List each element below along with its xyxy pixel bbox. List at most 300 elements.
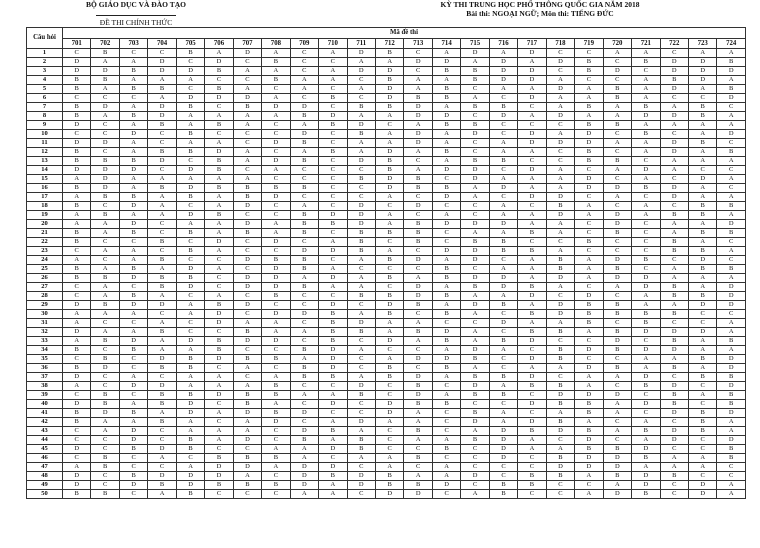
answer-cell: C bbox=[489, 193, 517, 202]
answer-cell: C bbox=[603, 58, 631, 67]
answer-cell: D bbox=[262, 283, 290, 292]
answer-cell: C bbox=[404, 445, 432, 454]
table-row bbox=[27, 391, 746, 400]
question-number: 9 bbox=[27, 121, 63, 130]
table-row bbox=[27, 373, 746, 382]
answer-cell: B bbox=[518, 229, 546, 238]
answer-cell: D bbox=[176, 337, 204, 346]
answer-cell: D bbox=[119, 427, 147, 436]
answer-cell: D bbox=[575, 454, 603, 463]
answer-cell: D bbox=[119, 301, 147, 310]
answer-cell: D bbox=[205, 319, 233, 328]
answer-cell: D bbox=[119, 382, 147, 391]
question-number: 27 bbox=[27, 283, 63, 292]
answer-cell: A bbox=[632, 364, 660, 373]
answer-cell: C bbox=[148, 220, 176, 229]
answer-cell: B bbox=[319, 472, 347, 481]
answer-cell: D bbox=[375, 85, 403, 94]
table-row bbox=[27, 229, 746, 238]
answer-cell: B bbox=[290, 364, 318, 373]
answer-cell: A bbox=[546, 184, 574, 193]
answer-cell: D bbox=[205, 310, 233, 319]
answer-cell: B bbox=[91, 391, 119, 400]
answer-cell: B bbox=[319, 337, 347, 346]
answer-cell: D bbox=[404, 139, 432, 148]
answer-cell: C bbox=[603, 292, 631, 301]
answer-cell: A bbox=[375, 220, 403, 229]
answer-cell: C bbox=[148, 229, 176, 238]
answer-cell: A bbox=[432, 436, 460, 445]
exam-code-711: 711 bbox=[347, 39, 375, 49]
answer-cell: D bbox=[489, 454, 517, 463]
answer-cell: B bbox=[347, 328, 375, 337]
answer-cell: C bbox=[347, 337, 375, 346]
answer-cell: D bbox=[404, 130, 432, 139]
answer-cell: A bbox=[119, 400, 147, 409]
answer-cell: C bbox=[660, 418, 688, 427]
answer-cell: D bbox=[546, 112, 574, 121]
answer-cell: A bbox=[632, 463, 660, 472]
answer-cell: B bbox=[688, 355, 716, 364]
answer-cell: B bbox=[205, 85, 233, 94]
answer-cell: A bbox=[688, 49, 716, 58]
answer-cell: A bbox=[660, 463, 688, 472]
table-row bbox=[27, 400, 746, 409]
answer-cell: C bbox=[119, 94, 147, 103]
answer-cell: A bbox=[660, 157, 688, 166]
answer-cell: A bbox=[205, 382, 233, 391]
answer-cell: B bbox=[546, 454, 574, 463]
answer-cell: C bbox=[63, 292, 91, 301]
answer-cell: D bbox=[603, 274, 631, 283]
answer-cell: A bbox=[262, 94, 290, 103]
answer-cell: D bbox=[148, 301, 176, 310]
answer-cell: D bbox=[660, 85, 688, 94]
answer-cell: A bbox=[717, 274, 746, 283]
answer-cell: D bbox=[176, 184, 204, 193]
answer-cell: A bbox=[375, 328, 403, 337]
answer-cell: D bbox=[290, 247, 318, 256]
answer-cell: C bbox=[375, 391, 403, 400]
answer-cell: D bbox=[319, 463, 347, 472]
answer-cell: C bbox=[432, 418, 460, 427]
answer-cell: B bbox=[404, 175, 432, 184]
answer-cell: C bbox=[660, 202, 688, 211]
answer-cell: C bbox=[632, 265, 660, 274]
answer-cell: B bbox=[205, 337, 233, 346]
answer-cell: B bbox=[603, 157, 631, 166]
answer-cell: B bbox=[148, 283, 176, 292]
answer-cell: C bbox=[233, 139, 261, 148]
answer-cell: D bbox=[660, 436, 688, 445]
answer-cell: C bbox=[290, 319, 318, 328]
exam-code-709: 709 bbox=[290, 39, 318, 49]
answer-cell: B bbox=[546, 328, 574, 337]
answer-cell: D bbox=[91, 184, 119, 193]
answer-cell: A bbox=[148, 175, 176, 184]
answer-cell: C bbox=[603, 247, 631, 256]
answer-cell: D bbox=[148, 445, 176, 454]
answer-cell: D bbox=[176, 400, 204, 409]
table-row bbox=[27, 472, 746, 481]
answer-cell: A bbox=[575, 85, 603, 94]
answer-cell: A bbox=[632, 49, 660, 58]
answer-cell: A bbox=[575, 472, 603, 481]
answer-cell: B bbox=[375, 472, 403, 481]
answer-cell: A bbox=[404, 418, 432, 427]
answer-cell: C bbox=[404, 463, 432, 472]
answer-cell: C bbox=[575, 283, 603, 292]
question-number: 44 bbox=[27, 436, 63, 445]
answer-cell: A bbox=[489, 139, 517, 148]
answer-cell: C bbox=[404, 193, 432, 202]
answer-cell: D bbox=[603, 220, 631, 229]
answer-cell: B bbox=[489, 481, 517, 490]
answer-cell: A bbox=[63, 310, 91, 319]
answer-cell: D bbox=[319, 247, 347, 256]
answer-cell: B bbox=[119, 67, 147, 76]
answer-cell: B bbox=[717, 58, 746, 67]
answer-cell: B bbox=[660, 283, 688, 292]
answer-cell: A bbox=[603, 103, 631, 112]
answer-cell: C bbox=[489, 364, 517, 373]
answer-cell: C bbox=[290, 400, 318, 409]
answer-cell: B bbox=[347, 238, 375, 247]
exam-code-714: 714 bbox=[432, 39, 460, 49]
answer-cell: D bbox=[603, 184, 631, 193]
answer-cell: D bbox=[404, 283, 432, 292]
exam-code-713: 713 bbox=[404, 39, 432, 49]
answer-cell: B bbox=[290, 220, 318, 229]
answer-cell: D bbox=[404, 256, 432, 265]
answer-cell: A bbox=[632, 139, 660, 148]
answer-cell: A bbox=[546, 94, 574, 103]
table-row bbox=[27, 409, 746, 418]
table-row bbox=[27, 130, 746, 139]
answer-cell: C bbox=[632, 391, 660, 400]
answer-cell: C bbox=[546, 157, 574, 166]
answer-cell: A bbox=[176, 382, 204, 391]
answer-cell: A bbox=[233, 85, 261, 94]
answer-cell: C bbox=[489, 94, 517, 103]
answer-cell: C bbox=[603, 436, 631, 445]
answer-cell: B bbox=[262, 481, 290, 490]
table-row bbox=[27, 94, 746, 103]
answer-cell: B bbox=[176, 193, 204, 202]
answer-cell: B bbox=[688, 247, 716, 256]
answer-cell: B bbox=[63, 85, 91, 94]
question-number: 2 bbox=[27, 58, 63, 67]
answer-cell: C bbox=[461, 463, 489, 472]
answer-cell: C bbox=[546, 490, 574, 499]
answer-cell: A bbox=[518, 211, 546, 220]
answer-cell: C bbox=[347, 76, 375, 85]
answer-cell: D bbox=[63, 445, 91, 454]
answer-cell: A bbox=[176, 373, 204, 382]
answer-cell: D bbox=[63, 58, 91, 67]
answer-cell: D bbox=[717, 364, 746, 373]
answer-cell: B bbox=[375, 76, 403, 85]
answer-cell: D bbox=[404, 373, 432, 382]
answer-cell: B bbox=[148, 400, 176, 409]
answer-cell: C bbox=[262, 130, 290, 139]
question-number: 50 bbox=[27, 490, 63, 499]
answer-cell: B bbox=[432, 148, 460, 157]
answer-cell: A bbox=[518, 184, 546, 193]
answer-cell: A bbox=[63, 463, 91, 472]
answer-cell: A bbox=[404, 319, 432, 328]
answer-cell: A bbox=[262, 373, 290, 382]
answer-cell: D bbox=[404, 202, 432, 211]
answer-cell: A bbox=[461, 337, 489, 346]
answer-cell: D bbox=[461, 346, 489, 355]
answer-cell: D bbox=[290, 463, 318, 472]
answer-cell: B bbox=[375, 481, 403, 490]
answer-cell: B bbox=[262, 292, 290, 301]
answer-cell: A bbox=[688, 463, 716, 472]
answer-cell: C bbox=[461, 454, 489, 463]
answer-cell: B bbox=[233, 391, 261, 400]
answer-cell: C bbox=[660, 373, 688, 382]
answer-cell: D bbox=[518, 67, 546, 76]
answer-cell: D bbox=[63, 328, 91, 337]
answer-cell: B bbox=[660, 472, 688, 481]
answer-cell: C bbox=[148, 373, 176, 382]
answer-cell: C bbox=[575, 481, 603, 490]
answer-cell: B bbox=[176, 490, 204, 499]
exam-code-702: 702 bbox=[91, 39, 119, 49]
answer-cell: A bbox=[262, 67, 290, 76]
answer-cell: B bbox=[319, 373, 347, 382]
answer-cell: D bbox=[375, 490, 403, 499]
answer-cell: B bbox=[518, 247, 546, 256]
answer-cell: D bbox=[262, 139, 290, 148]
answer-cell: D bbox=[290, 130, 318, 139]
answer-cell: C bbox=[688, 382, 716, 391]
answer-cell: C bbox=[319, 157, 347, 166]
answer-cell: D bbox=[518, 76, 546, 85]
table-row bbox=[27, 301, 746, 310]
answer-cell: B bbox=[489, 490, 517, 499]
answer-cell: A bbox=[717, 193, 746, 202]
question-number: 35 bbox=[27, 355, 63, 364]
answer-cell: B bbox=[660, 292, 688, 301]
table-row bbox=[27, 454, 746, 463]
answer-cell: A bbox=[546, 220, 574, 229]
answer-cell: D bbox=[205, 463, 233, 472]
answer-cell: B bbox=[404, 301, 432, 310]
answer-cell: A bbox=[91, 292, 119, 301]
answer-cell: D bbox=[546, 139, 574, 148]
answer-cell: C bbox=[91, 256, 119, 265]
answer-cell: D bbox=[233, 220, 261, 229]
answer-cell: C bbox=[717, 463, 746, 472]
answer-cell: A bbox=[262, 166, 290, 175]
answer-cell: A bbox=[63, 319, 91, 328]
official-label: ĐỀ THI CHÍNH THỨC bbox=[99, 18, 173, 27]
answer-cell: A bbox=[91, 418, 119, 427]
answer-cell: C bbox=[262, 436, 290, 445]
answer-cell: D bbox=[546, 391, 574, 400]
answer-cell: B bbox=[347, 436, 375, 445]
answer-cell: A bbox=[489, 49, 517, 58]
answer-cell: D bbox=[148, 67, 176, 76]
answer-cell: B bbox=[290, 256, 318, 265]
answer-cell: A bbox=[233, 382, 261, 391]
answer-cell: A bbox=[688, 274, 716, 283]
exam-code-header: Mã đề thi bbox=[63, 28, 746, 39]
answer-cell: A bbox=[518, 364, 546, 373]
answer-cell: A bbox=[375, 58, 403, 67]
answer-cell: D bbox=[404, 391, 432, 400]
answer-cell: B bbox=[688, 211, 716, 220]
exam-code-715: 715 bbox=[461, 39, 489, 49]
answer-cell: D bbox=[347, 418, 375, 427]
answer-cell: B bbox=[63, 157, 91, 166]
answer-cell: A bbox=[717, 481, 746, 490]
question-number: 17 bbox=[27, 193, 63, 202]
answer-cell: B bbox=[432, 274, 460, 283]
answer-cell: B bbox=[632, 103, 660, 112]
answer-cell: B bbox=[91, 355, 119, 364]
answer-cell: A bbox=[91, 220, 119, 229]
question-number: 1 bbox=[27, 49, 63, 58]
question-number: 49 bbox=[27, 481, 63, 490]
answer-cell: D bbox=[660, 427, 688, 436]
answer-cell: D bbox=[660, 184, 688, 193]
answer-cell: A bbox=[176, 427, 204, 436]
exam-code-717: 717 bbox=[518, 39, 546, 49]
answer-cell: C bbox=[518, 238, 546, 247]
answer-cell: A bbox=[233, 427, 261, 436]
answer-cell: C bbox=[91, 121, 119, 130]
answer-cell: C bbox=[717, 472, 746, 481]
answer-cell: D bbox=[262, 310, 290, 319]
answer-cell: B bbox=[603, 364, 631, 373]
answer-cell: A bbox=[262, 463, 290, 472]
answer-cell: A bbox=[688, 391, 716, 400]
answer-cell: C bbox=[688, 445, 716, 454]
answer-cell: D bbox=[319, 112, 347, 121]
question-number: 40 bbox=[27, 400, 63, 409]
answer-cell: B bbox=[461, 238, 489, 247]
answer-cell: A bbox=[319, 418, 347, 427]
answer-cell: B bbox=[688, 292, 716, 301]
answer-cell: A bbox=[91, 427, 119, 436]
answer-cell: C bbox=[632, 247, 660, 256]
answer-cell: B bbox=[632, 130, 660, 139]
answer-cell: C bbox=[603, 202, 631, 211]
answer-cell: D bbox=[688, 301, 716, 310]
answer-cell: D bbox=[461, 49, 489, 58]
answer-cell: C bbox=[632, 229, 660, 238]
answer-cell: C bbox=[233, 490, 261, 499]
answer-cell: D bbox=[262, 193, 290, 202]
answer-cell: D bbox=[63, 301, 91, 310]
answer-cell: B bbox=[404, 400, 432, 409]
answer-cell: C bbox=[262, 427, 290, 436]
answer-cell: D bbox=[404, 112, 432, 121]
answer-cell: D bbox=[205, 355, 233, 364]
answer-cell: C bbox=[432, 175, 460, 184]
answer-cell: A bbox=[63, 193, 91, 202]
answer-cell: C bbox=[632, 220, 660, 229]
exam-subject: Bài thi: NGOẠI NGỮ; Môn thi: TIẾNG ĐỨC bbox=[466, 9, 614, 18]
answer-cell: C bbox=[575, 229, 603, 238]
answer-cell: A bbox=[717, 490, 746, 499]
answer-cell: B bbox=[290, 283, 318, 292]
answer-cell: D bbox=[347, 220, 375, 229]
answer-cell: C bbox=[461, 445, 489, 454]
answer-cell: D bbox=[546, 310, 574, 319]
answer-cell: A bbox=[603, 166, 631, 175]
table-row bbox=[27, 418, 746, 427]
answer-cell: C bbox=[262, 247, 290, 256]
answer-cell: C bbox=[91, 94, 119, 103]
answer-cell: C bbox=[688, 319, 716, 328]
answer-cell: A bbox=[660, 229, 688, 238]
answer-cell: A bbox=[717, 76, 746, 85]
answer-cell: D bbox=[575, 346, 603, 355]
answer-cell: A bbox=[432, 391, 460, 400]
answer-cell: B bbox=[575, 400, 603, 409]
answer-cell: C bbox=[290, 292, 318, 301]
answer-cell: C bbox=[489, 130, 517, 139]
answer-cell: B bbox=[119, 292, 147, 301]
answer-cell: A bbox=[688, 184, 716, 193]
answer-cell: A bbox=[489, 211, 517, 220]
answer-cell: B bbox=[205, 454, 233, 463]
answer-cell: B bbox=[319, 94, 347, 103]
answer-cell: B bbox=[148, 148, 176, 157]
answer-cell: B bbox=[176, 103, 204, 112]
answer-cell: B bbox=[660, 247, 688, 256]
answer-cell: A bbox=[575, 256, 603, 265]
answer-cell: A bbox=[546, 364, 574, 373]
answer-cell: B bbox=[603, 346, 631, 355]
answer-cell: D bbox=[489, 319, 517, 328]
answer-cell: A bbox=[404, 121, 432, 130]
answer-cell: A bbox=[688, 85, 716, 94]
answer-cell: B bbox=[688, 427, 716, 436]
answer-cell: C bbox=[319, 409, 347, 418]
answer-cell: D bbox=[688, 328, 716, 337]
answer-cell: A bbox=[489, 382, 517, 391]
exam-code-719: 719 bbox=[575, 39, 603, 49]
answer-cell: A bbox=[632, 175, 660, 184]
answer-cell: C bbox=[432, 202, 460, 211]
answer-cell: C bbox=[461, 112, 489, 121]
answer-cell: C bbox=[290, 58, 318, 67]
answer-cell: C bbox=[319, 139, 347, 148]
table-row bbox=[27, 310, 746, 319]
answer-cell: A bbox=[518, 445, 546, 454]
answer-cell: B bbox=[375, 310, 403, 319]
answer-cell: A bbox=[347, 373, 375, 382]
answer-cell: D bbox=[688, 175, 716, 184]
answer-cell: A bbox=[205, 373, 233, 382]
answer-cell: D bbox=[489, 67, 517, 76]
answer-cell: D bbox=[518, 418, 546, 427]
answer-cell: B bbox=[688, 409, 716, 418]
answer-cell: C bbox=[63, 355, 91, 364]
answer-cell: C bbox=[404, 265, 432, 274]
answer-cell: B bbox=[319, 148, 347, 157]
answer-cell: B bbox=[119, 472, 147, 481]
answer-cell: A bbox=[632, 202, 660, 211]
answer-cell: A bbox=[205, 139, 233, 148]
answer-cell: C bbox=[148, 130, 176, 139]
